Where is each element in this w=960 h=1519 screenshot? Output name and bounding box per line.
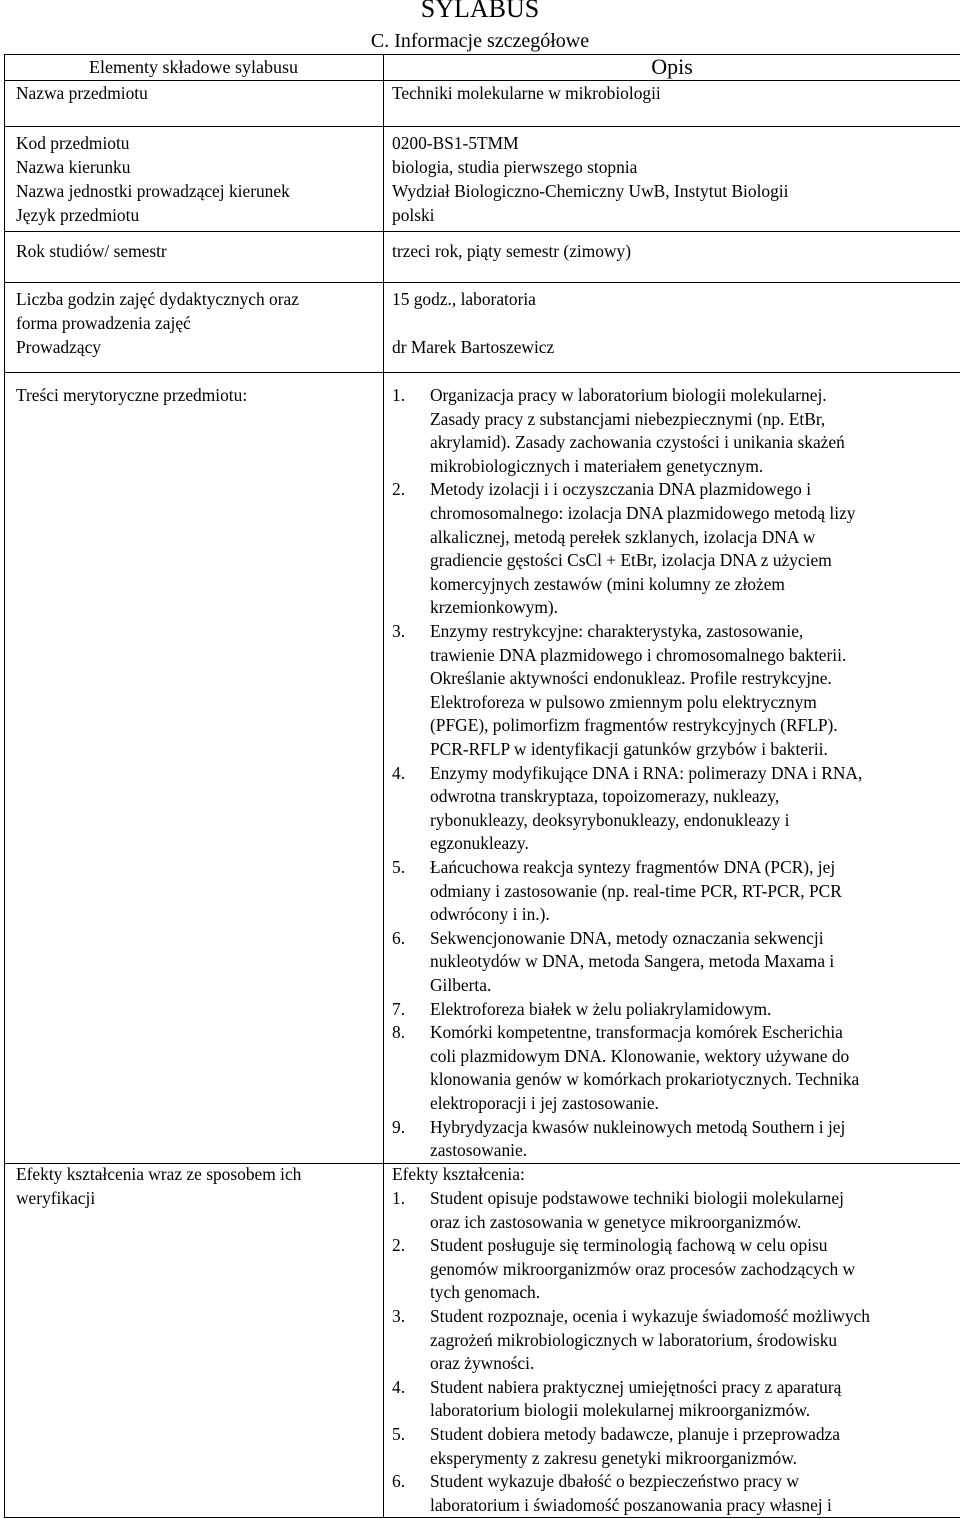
list-item (392, 384, 960, 478)
list-item-line: komercyjnych zestawów (mini kolumny ze złożem (430, 573, 785, 594)
list-item (392, 1116, 960, 1163)
row-divider (4, 282, 960, 283)
list-item-number: 5. (392, 1424, 406, 1444)
list-item-line: eksperymenty z zakresu genetyki mikroorganizmów. (430, 1447, 798, 1468)
row-divider (4, 126, 960, 127)
list-item-number: 3. (392, 621, 406, 641)
list-item-text (430, 1234, 855, 1305)
list-item-number: 1. (392, 1188, 406, 1208)
list-item (392, 1234, 960, 1305)
list-item-line: egzonukleazy. (430, 833, 529, 854)
list-item-line: Sekwencjonowanie DNA, metody oznaczania sekwencji (430, 927, 824, 948)
list-item (392, 1423, 960, 1470)
label-efekty-ksztalcenia: Efekty kształcenia wraz ze sposobem ich (16, 1164, 302, 1184)
list-item-number: 9. (392, 1116, 406, 1137)
list-item-text (430, 620, 846, 762)
list-item-line: Student posługuje się terminologią fachową w celu opisu (430, 1235, 828, 1256)
value-prowadzacy: dr Marek Bartoszewicz (392, 337, 555, 357)
list-item-text (430, 384, 845, 478)
list-item (392, 856, 960, 927)
value-nazwa-kierunku: biologia, studia pierwszego stopnia (392, 157, 638, 177)
list-item-line: laboratorium biologii molekularnej mikroorganizmów. (430, 1400, 811, 1421)
list-item-text (430, 1376, 841, 1423)
column-divider (383, 54, 384, 1518)
list-item-number: 6. (392, 927, 406, 948)
list-item (392, 478, 960, 620)
list-item-line: odmiany i zastosowanie (np. real-time PCR, RT-PCR, PCR (430, 880, 842, 901)
list-item-text (430, 478, 855, 620)
list-item-line: Określanie aktywności endonukleaz. Profile restrykcyjne. (430, 668, 832, 689)
list-item-line: zagrożeń mikrobiologicznych w laboratorium, środowisku (430, 1329, 838, 1350)
list-item-text (430, 1116, 845, 1163)
list-item-text (430, 998, 771, 1022)
label-kod-przedmiotu: Kod przedmiotu (16, 133, 130, 153)
list-item (392, 620, 960, 762)
list-item-line: zastosowanie. (430, 1140, 528, 1161)
section-subtitle: C. Informacje szczegółowe (370, 30, 590, 52)
list-item (392, 1376, 960, 1423)
list-item (392, 762, 960, 856)
list-item-line: nukleotydów w DNA, metoda Sangera, metoda Maxama i (430, 951, 835, 972)
list-item-text (430, 856, 842, 927)
value-jednostka: Wydział Biologiczno-Chemiczny UwB, Instytut Biologii (392, 181, 789, 201)
label-nazwa-przedmiotu: Nazwa przedmiotu (16, 83, 148, 103)
list-item-line: Student rozpoznaje, ocenia i wykazuje świadomość możliwych (430, 1306, 870, 1326)
list-item-line: Organizacja pracy w laboratorium biologii molekularnej. (430, 385, 827, 405)
efekty-heading: Efekty kształcenia: (392, 1164, 525, 1184)
list-item-text (430, 762, 862, 856)
label-liczba-godzin: Liczba godzin zajęć dydaktycznych oraz (16, 289, 299, 309)
list-item-line: odwrócony i in.). (430, 904, 550, 925)
list-item-line: Elektroforeza w pulsowo zmiennym polu elektrycznym (430, 691, 817, 712)
list-item-line: genomów mikroorganizmów oraz procesów zachodzących w (430, 1258, 856, 1279)
label-jednostka: Nazwa jednostki prowadzącej kierunek (16, 181, 290, 201)
list-item-number: 4. (392, 762, 406, 783)
list-item-line: odwrotna transkryptaza, topoizomerazy, nukleazy, (430, 786, 780, 807)
value-rok-studiow: trzeci rok, piąty semestr (zimowy) (392, 241, 632, 261)
table-left-border (4, 54, 5, 1518)
list-item-line: rybonukleazy, deoksyrybonukleazy, endonukleazy i (430, 809, 790, 830)
list-item-number: 8. (392, 1022, 406, 1043)
list-item (392, 1305, 960, 1376)
list-item-number: 3. (392, 1306, 406, 1326)
list-item-text (430, 1187, 844, 1234)
list-item (392, 1021, 960, 1115)
list-item-line: mikrobiologicznych i materiałem genetycznym. (430, 455, 764, 476)
list-item-line: Zasady pracy z substancjami niebezpiecznymi (np. EtBr, (430, 408, 826, 429)
list-item-text (430, 1021, 859, 1115)
list-item-line: Komórki kompetentne, transformacja komórek Escherichia (430, 1022, 843, 1043)
list-item-number: 7. (392, 998, 406, 1019)
list-item-line: elektroporacji i jej zastosowanie. (430, 1092, 659, 1113)
value-kod-przedmiotu: 0200-BS1-5TMM (392, 133, 519, 153)
value-jezyk: polski (392, 205, 435, 225)
value-nazwa-przedmiotu: Techniki molekularne w mikrobiologii (392, 83, 661, 103)
list-item-line: Łańcuchowa reakcja syntezy fragmentów DNA (PCR), jej (430, 857, 836, 877)
list-item-number: 6. (392, 1471, 406, 1492)
row-divider (4, 372, 960, 373)
list-item-number: 4. (392, 1376, 406, 1397)
list-item-text (430, 1470, 832, 1517)
list-item (392, 998, 960, 1022)
list-item-text (430, 1423, 840, 1470)
list-item-number: 2. (392, 1235, 406, 1256)
header-row-border (4, 80, 960, 81)
list-item-number: 1. (392, 385, 406, 405)
label-liczba-godzin-line2: forma prowadzenia zajęć (16, 313, 191, 333)
list-item-line: Student nabiera praktycznej umiejętności pracy z aparaturą (430, 1376, 842, 1397)
list-item-line: Gilberta. (430, 974, 492, 995)
list-item (392, 1187, 960, 1234)
list-item-line: Student opisuje podstawowe techniki biologii molekularnej (430, 1188, 844, 1208)
list-item (392, 927, 960, 998)
column-header-elements: Elementy składowe sylabusu (89, 57, 298, 77)
label-nazwa-kierunku: Nazwa kierunku (16, 157, 131, 177)
label-tresci-merytoryczne: Treści merytoryczne przedmiotu: (16, 385, 248, 405)
list-item-line: Enzymy restrykcyjne: charakterystyka, zastosowanie, (430, 621, 804, 641)
list-item-line: krzemionkowym). (430, 597, 558, 618)
label-efekty-ksztalcenia-line2: weryfikacji (16, 1188, 96, 1208)
list-item-line: oraz żywności. (430, 1353, 535, 1374)
column-header-opis: Opis (651, 54, 693, 79)
list-item-line: trawienie DNA plazmidowego i chromosomalnego bakterii. (430, 644, 847, 665)
list-item-number: 2. (392, 479, 406, 500)
list-item-line: Student wykazuje dbałość o bezpieczeństwo pracy w (430, 1471, 799, 1492)
document-title: SYLABUS (420, 0, 540, 23)
list-item-line: tych genomach. (430, 1282, 541, 1303)
list-item-line: (PFGE), polimorfizm fragmentów restrykcyjnych (RFLP). (430, 715, 838, 736)
list-item-line: oraz ich zastosowania w genetyce mikroorganizmów. (430, 1211, 802, 1232)
label-jezyk: Język przedmiotu (16, 205, 140, 225)
row-divider (4, 231, 960, 232)
list-item-line: PCR-RFLP w identyfikacji gatunków grzybów i bakterii. (430, 738, 828, 759)
list-item (392, 1470, 960, 1517)
list-item-line: Hybrydyzacja kwasów nukleinowych metodą Southern i jej (430, 1116, 846, 1137)
list-item-line: laboratorium i świadomość poszanowania pracy własnej i (430, 1494, 832, 1515)
list-item-line: coli plazmidowym DNA. Klonowanie, wektory używane do (430, 1045, 850, 1066)
list-item-line: Metody izolacji i i oczyszczania DNA plazmidowego i (430, 479, 812, 500)
list-item-line: chromosomalnego: izolacja DNA plazmidowego metodą lizy (430, 502, 856, 523)
list-item-number: 5. (392, 857, 406, 877)
list-item-line: alkalicznej, metodą perełek szklanych, izolacja DNA w (430, 526, 816, 547)
list-item-text (430, 927, 834, 998)
list-item-line: klonowania genów w komórkach prokariotycznych. Technika (430, 1069, 860, 1090)
label-prowadzacy: Prowadzący (16, 337, 101, 357)
list-item-line: Enzymy modyfikujące DNA i RNA: polimerazy DNA i RNA, (430, 762, 863, 783)
list-item-line: akrylamid). Zasady zachowania czystości i unikania skażeń (430, 432, 845, 453)
value-liczba-godzin: 15 godz., laboratoria (392, 289, 536, 309)
label-rok-studiow: Rok studiów/ semestr (16, 241, 167, 261)
list-item-line: gradiencie gęstości CsCl + EtBr, izolacja DNA z użyciem (430, 550, 832, 571)
list-item-line: Student dobiera metody badawcze, planuje i przeprowadza (430, 1424, 840, 1444)
list-item-text (430, 1305, 870, 1376)
list-item-line: Elektroforeza białek w żelu poliakrylamidowym. (430, 998, 772, 1019)
